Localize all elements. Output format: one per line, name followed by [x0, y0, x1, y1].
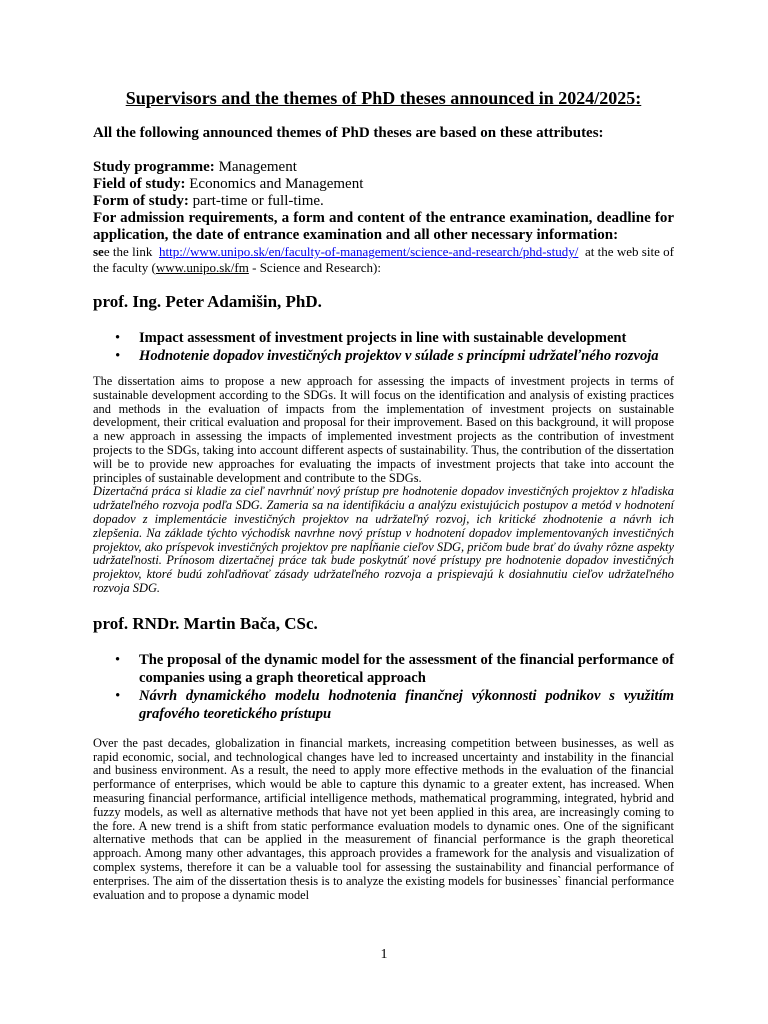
see-text-end: - Science and Research):	[248, 260, 381, 275]
theme-list	[93, 329, 674, 365]
abstract-en: Over the past decades, globalization in financial markets, increasing competition between businesses, as well as rapid economic, social, and technological changes have led to increased uncertainty and instability in the financial and business environment. As a result, the need to apply more effective methods in the evaluation of the financial performance of enterprises, which would be able to capture this dynamic to a greater extent, has increased. When measuring financial performance, artificial intelligence methods, mathematical programming, integrated, hybrid and fuzzy models, as well as alternative methods that have not yet been applied in this area, are increasingly coming to the fore. A new trend is a shift from static performance evaluation models to dynamic ones. One of the significant alternative methods that can be applied in the measurement of financial performance is the graph theoretical approach. Among many other advantages, this approach provides a framework for the analysis and visualization of complex systems, therefore it can be a valuable tool for assessing the sustainability and financial performance of enterprises. The aim of the dissertation thesis is to analyze the existing models for businesses` financial performance evaluation and to propose a dynamic model	[93, 735, 674, 902]
page-title: Supervisors and the themes of PhD theses announced in 2024/2025:	[125, 88, 642, 108]
bullet-icon: •	[115, 651, 121, 668]
bullet-icon: •	[115, 687, 121, 704]
see-text-after: at the web site of the faculty (	[93, 244, 674, 275]
theme-sk-text: Návrh dynamického modelu hodnotenia finančnej výkonnosti podnikov s využitím grafového teoretického prístupu	[139, 687, 674, 722]
theme-en-text: Impact assessment of investment projects in line with sustainable development	[139, 330, 627, 346]
bullet-icon: •	[115, 330, 121, 346]
see-bold-prefix: se	[93, 244, 104, 259]
document-page	[93, 88, 674, 902]
attribute-field-of-study	[93, 176, 674, 193]
page-number: 1	[380, 947, 388, 962]
see-link-paragraph	[93, 244, 674, 276]
abstract-sk: Dizertačná práca si kladie za cieľ navrhnúť nový prístup pre hodnotenie dopadov investičných projektov z hľadiska udržateľného rozvoja podľa SDG. Zameria sa na identifikáciu a analýzu existujúcich postupov a metód v hodnotení dopadov z implementácie investičných projektov na udržateľný rozvoj, ich kritické zhodnotenie a návrh ich zlepšenia. Na základe týchto východísk navrhne nový prístup v hodnotení dopadov implementovaných investičných projektov, ako príspevok investičných projektov pre napĺňanie cieľov SDG, pričom bude brať do úvahy rôzne aspekty udržateľnosti. Prínosom dizertačnej práce tak bude poskytnúť nové prístupy pre hodnotenie dopadov investičných projektov, ktoré budú zohľadňovať zásady udržateľného rozvoja a prispievajú k dosiahnutiu cieľov udržateľného rozvoja SDG.	[93, 484, 674, 595]
see-text-before: e the link	[103, 244, 153, 259]
attribute-label: Study programme:	[93, 159, 215, 175]
attribute-label: Field of study:	[93, 176, 186, 192]
theme-en	[115, 651, 674, 687]
theme-sk-text: Hodnotenie dopadov investičných projektov v súlade s princípmi udržateľného rozvoja	[139, 348, 659, 364]
admission-note: For admission requirements, a form and content of the entrance examination, deadline for application, the date of entrance examination and all other necessary information:	[93, 210, 674, 243]
theme-en	[115, 329, 674, 347]
supervisor-name: prof. RNDr. Martin Bača, CSc.	[93, 613, 318, 633]
attribute-value: part-time or full-time.	[192, 193, 324, 209]
supervisor-name: prof. Ing. Peter Adamišin, PhD.	[93, 292, 322, 311]
theme-sk	[115, 347, 674, 365]
abstract-en: The dissertation aims to propose a new approach for assessing the impacts of investment projects in terms of sustainable development according to the SDGs. It will focus on the identification and analysis of existing practices and methods in the evaluation of impacts from the implementation of investment projects on sustainable development, their critical evaluation and proposal for their improvement. Based on this background, it will propose a new approach in assessing the impacts of implemented investment projects as the contribution of investment projects to the SDGs, taking into account different aspects of sustainability. Thus, the contribution of the dissertation will be to provide new approaches for evaluating the impacts of investment projects that take into account the principles of sustainable development and contribute to the SDGs.	[93, 374, 674, 485]
faculty-site-link[interactable]: www.unipo.sk/fm	[155, 260, 249, 275]
intro-text: All the following announced themes of PhD theses are based on these attributes:	[93, 125, 604, 141]
theme-list	[93, 651, 674, 723]
attribute-label: Form of study:	[93, 193, 189, 209]
attribute-value: Management	[218, 159, 297, 175]
theme-sk	[115, 687, 674, 723]
phd-study-link[interactable]: http://www.unipo.sk/en/faculty-of-management/science-and-research/phd-study/	[158, 244, 579, 259]
attribute-form-of-study	[93, 193, 674, 210]
theme-en-text: The proposal of the dynamic model for the assessment of the financial performance of companies using a graph theoretical approach	[139, 651, 674, 686]
attribute-study-programme	[93, 159, 674, 176]
attribute-value: Economics and Management	[189, 176, 364, 192]
bullet-icon: •	[115, 348, 121, 364]
